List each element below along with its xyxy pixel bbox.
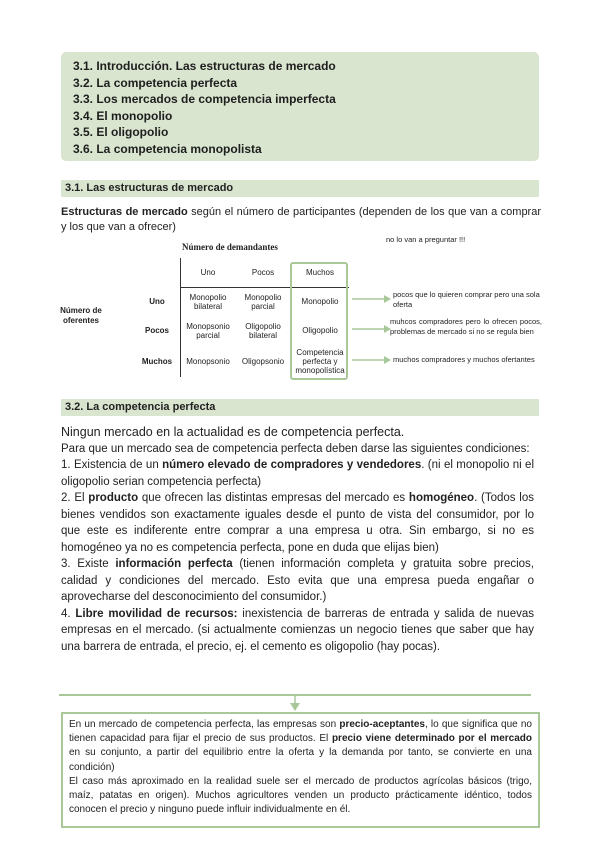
table-of-contents [61, 52, 539, 161]
section-body [61, 424, 534, 655]
arrow-down-icon [288, 694, 302, 712]
toc-item: 3.3. Los mercados de competencia imperfecta [73, 92, 336, 107]
margin-note: no lo van a preguntar !!! [386, 235, 466, 244]
toc-item: 3.4. El monopolio [73, 108, 173, 123]
table-cell: Monopolio [301, 297, 339, 307]
supply-header: Número de oferentes [60, 306, 102, 325]
table-cell: Monopsonio parcial [181, 316, 236, 345]
table-cell: Oligopolio bilateral [245, 321, 281, 340]
intro-text: según el número de participantes (dependen de los que van a comprar y los que van a ofrecer) [61, 206, 542, 233]
column-header: Muchos [291, 258, 349, 287]
row-header: Muchos [141, 356, 173, 366]
table-cell: Monopolio bilateral [181, 287, 236, 316]
section-intro [61, 205, 541, 235]
row-header: Uno [149, 297, 165, 306]
table-cell: Competencia perfecta y monopolística [295, 347, 345, 375]
intro-bold: Estructuras de mercado [61, 206, 188, 218]
arrow-right-icon [352, 294, 392, 304]
box-paragraph: En un mercado de competencia perfecta, las empresas son precio-aceptantes, lo que significa que no tienen capacidad para fijar el precio de sus productos. El precio viene determinado por el mercado en su conjunto, a partir del equilibrio entre la oferta y la demanda por tanto, se convierte en una condición) [69, 719, 532, 773]
section-heading: 3.1. Las estructuras de mercado [61, 180, 539, 197]
arrow-right-icon [352, 355, 392, 365]
paragraph: Para que un mercado sea de competencia perfecta deben darse las siguientes condiciones: [61, 442, 530, 455]
highlight-frame [290, 262, 348, 380]
table-cell: Monopolio parcial [244, 292, 282, 311]
arrow-right-icon [352, 324, 392, 334]
toc-item: 3.1. Introducción. Las estructuras de mercado [73, 59, 336, 73]
table-cell: Oligopolio [302, 326, 338, 335]
section-heading: 3.2. La competencia perfecta [61, 399, 539, 416]
table-note: pocos que lo quieren comprar pero una sola oferta [393, 290, 540, 309]
table-cell: Oligopsonio [241, 356, 285, 366]
condition-3: 3. Existe información perfecta (tienen información completa y gratuita sobre precios, calidad y condiciones del mercado. Esto evita que una empresa pueda engañar o aprovecharse del desconocimiento del consumidor.) [61, 558, 534, 603]
column-header: Pocos [235, 258, 291, 287]
toc-item: 3.5. El oligopolio [73, 125, 169, 140]
condition-4: 4. Libre movilidad de recursos: inexistencia de barreras de entrada y salida de nuevas empresas en el mercado. (si actualmente comienzas un negocio tienes que saber que hay una barrera de entrada, el precio, ej. el cemento es oligopolio (hay pocas). [61, 607, 534, 653]
row-header: Pocos [144, 326, 169, 335]
condition-1: 1. Existencia de un número elevado de compradores y vendedores. (ni el monopolio ni el oligopolio serian competencia perfecta) [61, 459, 534, 488]
toc-item: 3.2. La competencia perfecta [73, 75, 238, 90]
paragraph: Ningun mercado en la actualidad es de competencia perfecta. [61, 425, 405, 439]
box-paragraph: El caso más aproximado en la realidad suele ser el mercado de productos agrícolas básicos (trigo, maíz, patatas en origen). Muchos agricultores venden un producto prácticamente idéntico, todos conocen el precio y ninguno puede influir individualmente en él. [69, 775, 532, 816]
table-cell: Monopsonio [181, 345, 236, 377]
summary-box [61, 712, 540, 828]
column-header: Uno [181, 258, 236, 287]
table-note: muhcos compradores pero lo ofrecen pocos, problemas de mercado si no se regula bien [390, 317, 542, 336]
demand-header: Número de demandantes [182, 242, 278, 252]
condition-2: 2. El producto que ofrecen las distintas empresas del mercado es homogéneo. (Todos los bienes vendidos son exactamente iguales desde el punto de vista del consumidor, por lo que este es indiferente entre comprar a una empresa u otra. Sin embargo, si no es homogéneo ya no es competencia perfecta, pone en duda que elijas bien) [61, 492, 534, 554]
toc-item: 3.6. La competencia monopolista [73, 141, 262, 156]
table-note: muchos compradores y muchos ofertantes [393, 355, 535, 364]
